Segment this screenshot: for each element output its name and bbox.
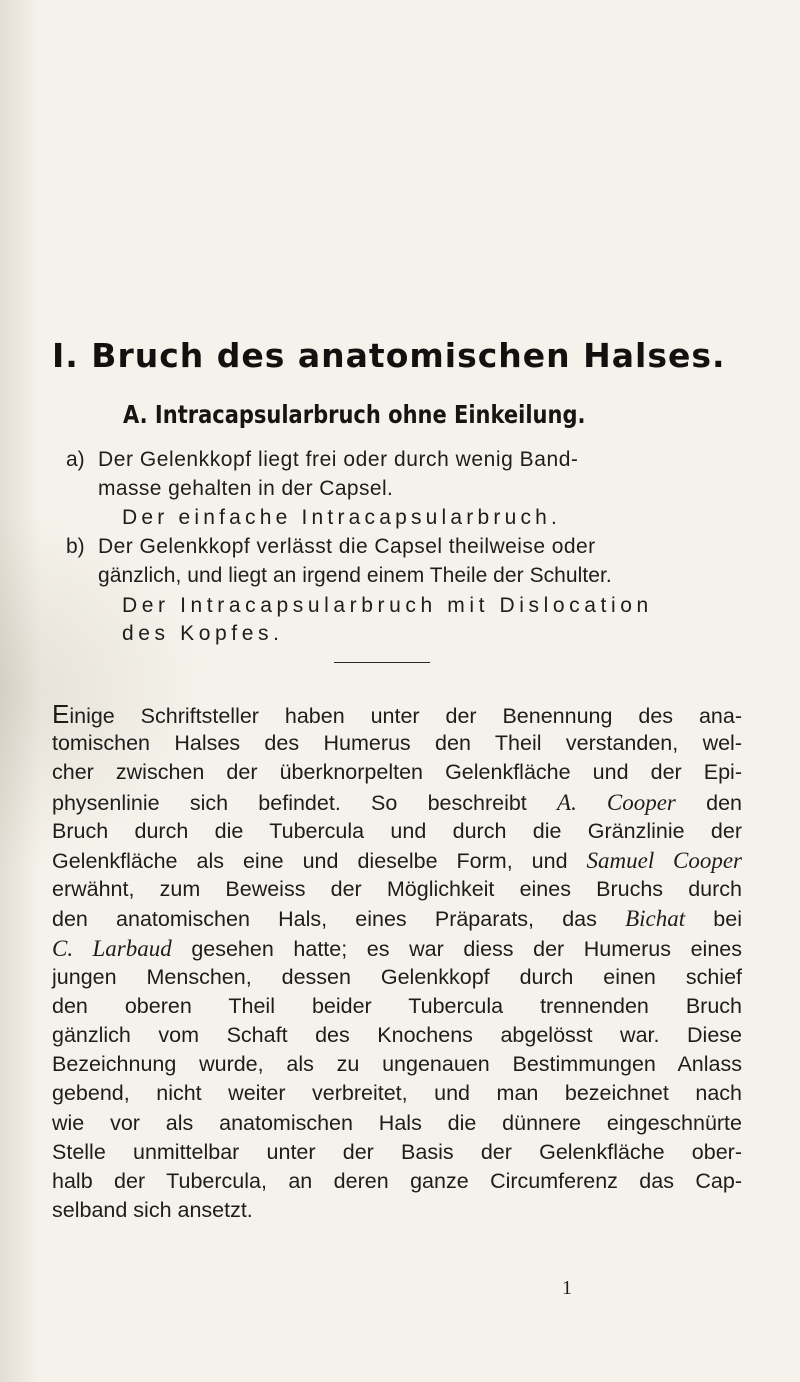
- paragraph-line: den oberen Theil beider Tubercula trennenden Bruch: [52, 993, 742, 1018]
- item-a-name: Der einfache Intracapsularbruch.: [122, 506, 562, 529]
- paragraph-line: Gelenkfläche als eine und dieselbe Form, und Samuel Cooper: [52, 847, 742, 873]
- body-paragraph: [52, 700, 742, 1225]
- author-name: Samuel Cooper: [586, 847, 742, 873]
- item-a-line-2: masse gehalten in der Capsel.: [98, 477, 394, 500]
- item-a-marker: a): [66, 448, 85, 471]
- paragraph-line: jungen Menschen, dessen Gelenkkopf durch einen schief: [52, 964, 742, 989]
- author-name: Bichat: [625, 906, 686, 932]
- paragraph-line: den anatomischen Hals, eines Präparats, das Bichat bei: [52, 906, 742, 932]
- paragraph-line: halb der Tubercula, an deren ganze Circumferenz das Cap-: [52, 1169, 742, 1193]
- item-b-name-line-1: Der Intracapsularbruch mit Dislocation: [122, 594, 653, 617]
- author-name: A. Cooper: [557, 789, 676, 815]
- author-name: C. Larbaud: [52, 935, 172, 961]
- item-b-name-line-2: des Kopfes.: [122, 622, 284, 645]
- page-number: 1: [562, 1277, 572, 1299]
- paragraph-line: Bruch durch die Tubercula und durch die Gränzlinie der: [52, 818, 742, 843]
- paragraph-line: physenlinie sich befindet. So beschreibt A. Cooper den: [52, 789, 742, 815]
- paragraph-line: wie vor als anatomischen Hals die dünnere eingeschnürte: [52, 1110, 742, 1135]
- paragraph-line: cher zwischen der überknorpelten Gelenkfläche und der Epi-: [52, 760, 742, 785]
- section-divider: [334, 662, 430, 663]
- paragraph-line: erwähnt, zum Beweiss der Möglichkeit eines Bruchs durch: [52, 877, 742, 902]
- item-b-line-1: Der Gelenkkopf verlässt die Capsel theilweise oder: [98, 535, 596, 558]
- item-a-line-1: Der Gelenkkopf liegt frei oder durch wenig Band-: [98, 448, 579, 471]
- paragraph-line: C. Larbaud gesehen hatte; es war diess der Humerus eines: [52, 935, 742, 961]
- chapter-heading: I. Bruch des anatomischen Halses.: [52, 336, 726, 375]
- paragraph-line: gebend, nicht weiter verbreitet, und man bezeichnet nach: [52, 1081, 742, 1106]
- paragraph-line: tomischen Halses des Humerus den Theil verstanden, wel-: [52, 731, 742, 756]
- paragraph-line: Einige Schriftsteller haben unter der Benennung des ana-: [52, 699, 742, 729]
- paragraph-line: Stelle unmittelbar unter der Basis der Gelenkfläche ober-: [52, 1139, 742, 1164]
- item-b-line-2: gänzlich, und liegt an irgend einem Theile der Schulter.: [98, 564, 612, 587]
- item-b-marker: b): [66, 535, 85, 558]
- paragraph-line: gänzlich vom Schaft des Knochens abgelösst war. Diese: [52, 1023, 742, 1048]
- section-heading: A. Intracapsularbruch ohne Einkeilung.: [123, 400, 586, 429]
- paragraph-line: selband sich ansetzt.: [52, 1198, 253, 1223]
- paragraph-line: Bezeichnung wurde, als zu ungenauen Bestimmungen Anlass: [52, 1052, 742, 1077]
